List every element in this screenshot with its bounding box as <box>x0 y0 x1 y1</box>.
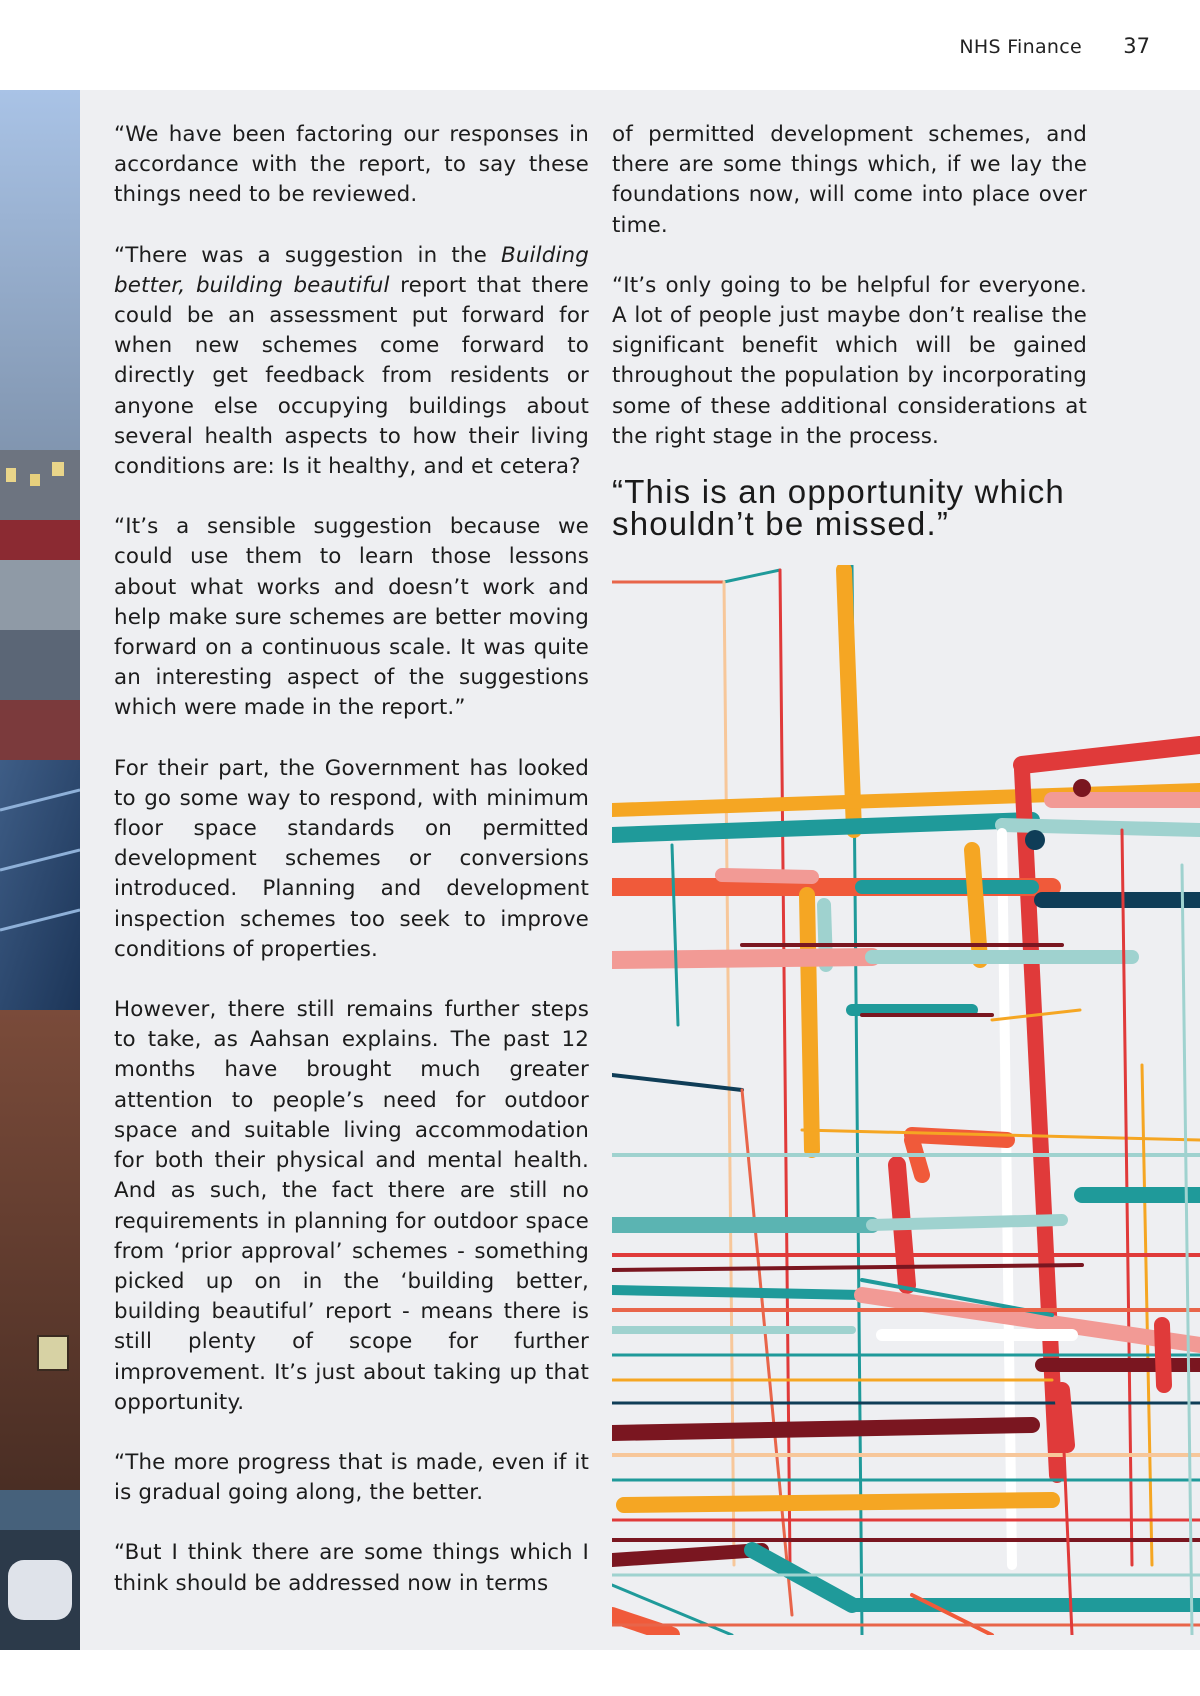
paragraph: “It’s only going to be helpful for everyone. A lot of people just maybe don’t realise the significant benefit which will be gained throughout the population by incorporating some of these additional considerations at the right stage in the process. <box>612 272 1087 449</box>
pull-quote: “This is an opportunity which shouldn’t be missed.” <box>612 473 1065 542</box>
page-number: 37 <box>1123 34 1150 58</box>
building-photo-strip <box>0 90 80 1650</box>
report-title: Building better, building beautiful <box>114 242 589 298</box>
paragraph: of permitted development schemes, and there are some things which, if we lay the foundations now, will come into place over time. <box>612 122 1087 238</box>
page-header <box>0 0 1200 90</box>
paragraph: “The more progress that is made, even if it is gradual going along, the better. <box>114 1449 589 1506</box>
paragraph: “It’s a sensible suggestion because we could use them to learn those lessons about what works and doesn’t work and help make sure schemes are better moving forward on a continuous scale. It was quite an interesting aspect of the suggestions which were made in the report.” <box>114 514 589 721</box>
article-column-right <box>612 120 1087 452</box>
paragraph: “There was a suggestion in the Building better, building beautiful report that there could be an assessment put forward for when new schemes come forward to directly get feedback from residents or anyone else occupying buildings about several health aspects to how their living conditions are: Is it healthy, and et cetera? <box>114 242 589 480</box>
abstract-line-illustration <box>612 565 1200 1635</box>
paragraph: “But I think there are some things which I think should be addressed now in terms <box>114 1540 589 1596</box>
paragraph: For their part, the Government has looked to go some way to respond, with minimum floor space standards on permitted development schemes or conversions introduced. Planning and development inspection schemes too seek to improve conditions of properties. <box>114 755 589 962</box>
article-column-left <box>114 120 589 1599</box>
paragraph: However, there still remains further steps to take, as Aahsan explains. The past 12 months have brought much greater attention to people’s need for outdoor space and suitable living accommodation for both their physical and mental health. And as such, the fact there are still no requirements in planning for outdoor space from ‘prior approval’ schemes - something picked up on in the ‘building better, building beautiful’ report - means there is still plenty of scope for further improvement. It’s just about taking up that opportunity. <box>114 997 589 1415</box>
paragraph: “We have been factoring our responses in accordance with the report, to say these things need to be reviewed. <box>114 122 589 208</box>
publication-name: NHS Finance <box>959 36 1082 58</box>
